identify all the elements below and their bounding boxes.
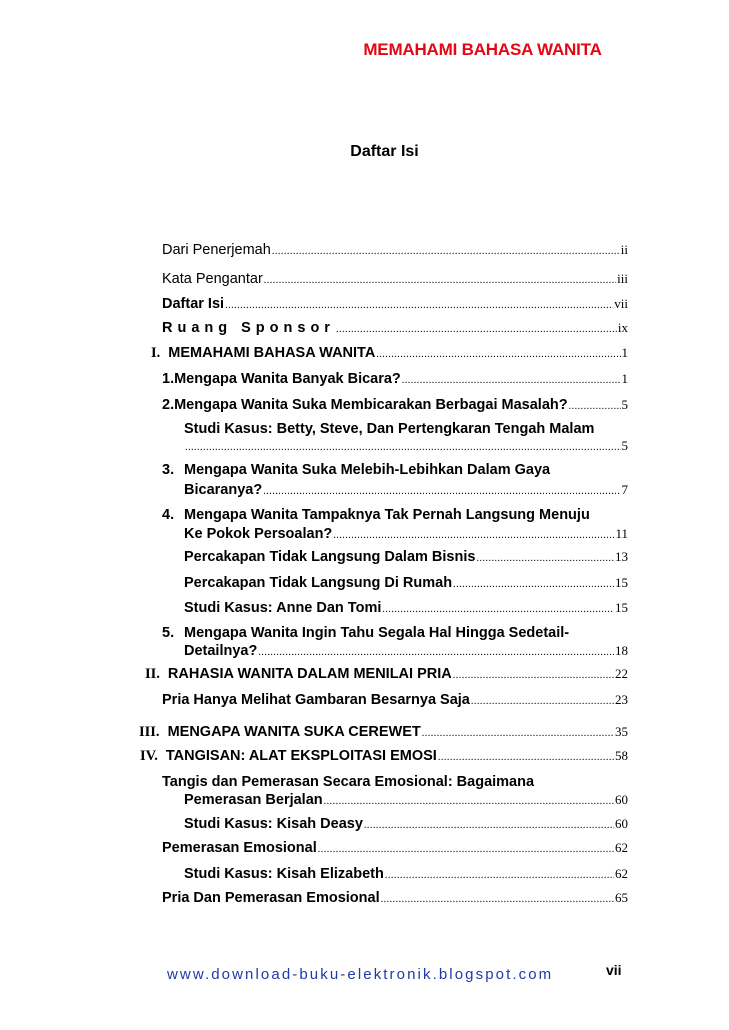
dot-leader — [364, 816, 614, 836]
toc-entry[interactable]: Detailnya? ..... 18 — [184, 641, 628, 663]
running-header-title: MEMAHAMI BAHASA WANITA — [363, 40, 602, 59]
dot-leader — [185, 438, 621, 458]
toc-entry[interactable]: 2. Mengapa Wanita Suka Membicarakan Berbagai Masalah? ..... 5 — [162, 395, 628, 417]
toc-chapter[interactable]: I. MEMAHAMI BAHASA WANITA ..... 1 — [151, 343, 628, 365]
dot-leader — [453, 575, 614, 595]
toc-chapter[interactable]: III. MENGAPA WANITA SUKA CEREWET ..... 35 — [139, 722, 628, 744]
dot-leader — [438, 748, 614, 768]
toc-entry[interactable]: Pemerasan Emosional ..... 62 — [162, 838, 628, 860]
dot-leader — [376, 345, 620, 365]
dot-leader — [258, 643, 614, 663]
dot-leader — [422, 724, 614, 744]
toc-chapter[interactable]: II. RAHASIA WANITA DALAM MENILAI PRIA ..... 22 — [145, 664, 628, 686]
dot-leader — [382, 600, 614, 620]
toc-entry[interactable]: 1. Mengapa Wanita Banyak Bicara? ..... 1 — [162, 369, 628, 391]
toc-entry[interactable]: Dari Penerjemah ..... ii — [162, 240, 628, 262]
dot-leader — [318, 840, 614, 860]
toc-entry-line[interactable]: 3. Mengapa Wanita Suka Melebih-Lebihkan Dalam Gaya — [162, 462, 551, 478]
dot-leader — [402, 371, 621, 391]
toc-entry[interactable]: Bicaranya? ..... 7 — [184, 480, 628, 502]
dot-leader — [264, 271, 616, 291]
toc-entry[interactable]: Pria Hanya Melihat Gambaran Besarnya Saja ..... 23 — [162, 690, 628, 712]
dot-leader — [385, 866, 614, 886]
toc-entry[interactable]: Studi Kasus: Kisah Elizabeth ..... 62 — [184, 864, 628, 886]
toc-entry[interactable]: Studi Kasus: Anne Dan Tomi ..... 15 — [184, 598, 628, 620]
footer-url-link[interactable]: www.download-buku-elektronik.blogspot.com — [167, 966, 554, 983]
page-title: Daftar Isi — [350, 143, 419, 160]
dot-leader — [225, 296, 613, 316]
toc-entry[interactable]: Percakapan Tidak Langsung Dalam Bisnis ..... 13 — [184, 547, 628, 569]
dot-leader — [272, 242, 620, 262]
toc-entry-line[interactable]: 5. Mengapa Wanita Ingin Tahu Segala Hal Hingga Sedetail- — [162, 625, 570, 641]
dot-leader — [263, 482, 620, 502]
toc-entry[interactable]: Pria Dan Pemerasan Emosional ..... 65 — [162, 888, 628, 910]
dot-leader — [336, 320, 617, 340]
dot-leader — [569, 397, 621, 417]
toc-entry-line[interactable]: Tangis dan Pemerasan Secara Emosional: Bagaimana — [162, 774, 535, 790]
dot-leader — [453, 666, 614, 686]
dot-leader — [471, 692, 614, 712]
toc-entry[interactable]: Ke Pokok Persoalan? ..... 11 — [184, 524, 628, 546]
page-number: vii — [606, 962, 622, 978]
toc-entry[interactable]: Daftar Isi ..... vii — [162, 294, 628, 316]
toc-entry[interactable]: ..... 5 — [184, 436, 628, 458]
dot-leader — [381, 890, 614, 910]
dot-leader — [333, 526, 614, 546]
dot-leader — [324, 792, 614, 812]
toc-entry[interactable]: Pemerasan Berjalan ..... 60 — [184, 790, 628, 812]
toc-entry-line[interactable]: 4. Mengapa Wanita Tampaknya Tak Pernah Langsung Menuju — [162, 507, 590, 523]
toc-entry-line[interactable]: Studi Kasus: Betty, Steve, Dan Pertengkaran Tengah Malam — [184, 421, 595, 437]
toc-entry[interactable]: Percakapan Tidak Langsung Di Rumah ..... 15 — [184, 573, 628, 595]
toc-chapter[interactable]: IV. TANGISAN: ALAT EKSPLOITASI EMOSI ..... 58 — [140, 746, 628, 768]
toc-entry[interactable]: Studi Kasus: Kisah Deasy ..... 60 — [184, 814, 628, 836]
toc-entry[interactable]: Kata Pengantar ..... iii — [162, 269, 628, 291]
toc-entry[interactable]: Ruang Sponsor ..... ix — [162, 318, 628, 340]
running-header — [0, 40, 729, 60]
dot-leader — [476, 549, 614, 569]
